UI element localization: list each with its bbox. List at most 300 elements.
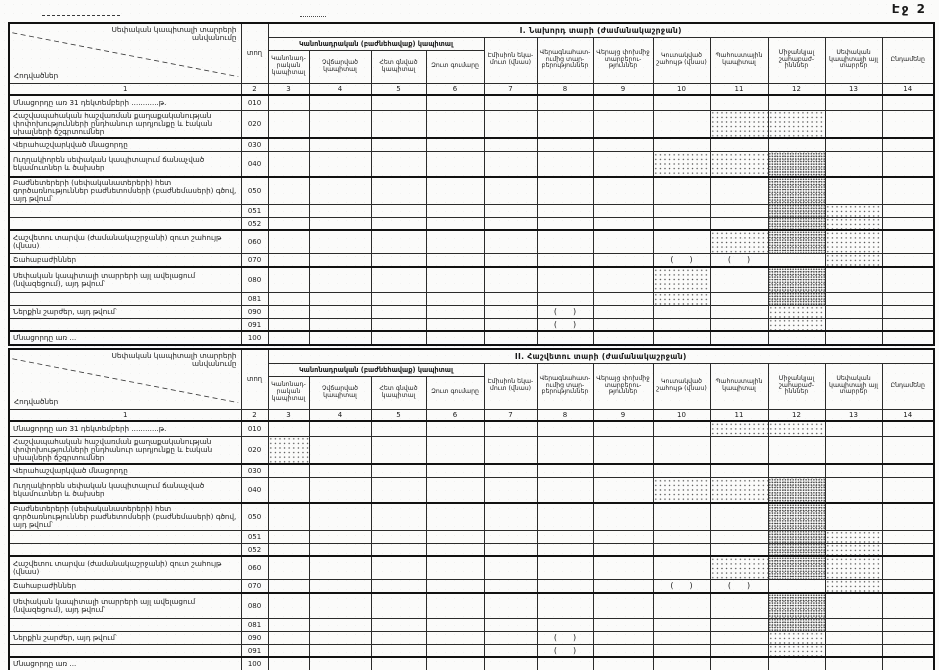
cell-081-c3 (268, 292, 309, 305)
cell-070-c14 (882, 579, 934, 593)
corner-elements-title: Սեփական կապիտալի տարրերի անվանումը (111, 25, 237, 43)
cell-020-c9 (593, 110, 653, 138)
column-number: 3 (268, 409, 309, 421)
cell-070-c8 (537, 253, 593, 267)
cell-010-c12 (768, 421, 825, 436)
row-010 (9, 421, 934, 436)
cell-030-c7 (484, 138, 537, 152)
parentheses-mark: ( ) (553, 306, 577, 316)
row-label-020: Հաշվապահական հաշվառման քաղաքականության փոփոխությունների ընդհանուր արդյունքը և էական սխալների ճշգրտումներ (9, 110, 241, 138)
cell-051-c9 (593, 530, 653, 543)
cell-080-c11 (710, 593, 768, 618)
cell-051-c4 (309, 204, 371, 217)
table-header (9, 349, 934, 421)
cell-010-c4 (309, 95, 371, 110)
cell-020-c10 (653, 110, 710, 138)
cell-060-c12 (768, 556, 825, 579)
row-label-010: Մնացորդը առ 31 դեկտեմբերի ............թ. (9, 95, 241, 110)
column-number: 13 (825, 83, 882, 95)
cell-090-c11 (710, 631, 768, 644)
page-number: Էջ 2 (891, 2, 927, 16)
row-090 (9, 631, 934, 644)
cell-100-c9 (593, 657, 653, 670)
cell-050-c11 (710, 503, 768, 531)
cell-051-c7 (484, 204, 537, 217)
cell-070-c4 (309, 579, 371, 593)
cell-100-c14 (882, 331, 934, 345)
cell-100-c11 (710, 331, 768, 345)
cell-081-c6 (426, 618, 484, 631)
cell-020-c3 (268, 110, 309, 138)
row-051 (9, 204, 934, 217)
row-label-091 (9, 644, 241, 657)
cell-050-c11 (710, 177, 768, 205)
cell-051-c11 (710, 530, 768, 543)
cell-060-c7 (484, 230, 537, 253)
cell-080-c13 (825, 267, 882, 292)
column-numbers-row (9, 83, 934, 95)
cell-052-c8 (537, 543, 593, 556)
cell-100-c3 (268, 331, 309, 345)
cell-091-c3 (268, 644, 309, 657)
column-header-12: Միջանկյալ շահաբաժինններ (768, 363, 825, 409)
cell-070-c4 (309, 253, 371, 267)
cell-080-c5 (371, 593, 426, 618)
cell-080-c6 (426, 593, 484, 618)
cell-052-c12 (768, 217, 825, 230)
column-header-14: Ընդամենը (882, 363, 934, 409)
cell-010-c12 (768, 95, 825, 110)
column-number: 9 (593, 83, 653, 95)
cell-060-c11 (710, 230, 768, 253)
cell-052-c5 (371, 217, 426, 230)
row-code-030: 030 (241, 464, 268, 478)
row-080 (9, 267, 934, 292)
cell-051-c6 (426, 204, 484, 217)
column-number: 1 (9, 409, 241, 421)
cell-050-c8 (537, 503, 593, 531)
cell-081-c10 (653, 292, 710, 305)
row-030 (9, 138, 934, 152)
row-code-040: 040 (241, 152, 268, 177)
cell-070-c13 (825, 579, 882, 593)
table-reporting-year (8, 348, 935, 670)
cell-080-c5 (371, 267, 426, 292)
cell-070-c9 (593, 579, 653, 593)
cell-051-c12 (768, 204, 825, 217)
cell-040-c13 (825, 478, 882, 503)
cell-091-c12 (768, 644, 825, 657)
row-040 (9, 478, 934, 503)
cell-070-c10 (653, 253, 710, 267)
column-number: 10 (653, 83, 710, 95)
cell-060-c4 (309, 556, 371, 579)
cell-040-c5 (371, 152, 426, 177)
row-080 (9, 593, 934, 618)
cell-050-c3 (268, 177, 309, 205)
cell-070-c13 (825, 253, 882, 267)
parentheses-mark: ( ) (727, 255, 751, 265)
cell-030-c6 (426, 138, 484, 152)
scan-artifact (300, 16, 326, 17)
cell-010-c11 (710, 95, 768, 110)
cell-030-c9 (593, 138, 653, 152)
column-number: 3 (268, 83, 309, 95)
cell-100-c5 (371, 331, 426, 345)
column-number: 12 (768, 83, 825, 95)
cell-052-c9 (593, 543, 653, 556)
cell-020-c9 (593, 436, 653, 464)
cell-010-c7 (484, 421, 537, 436)
cell-030-c13 (825, 464, 882, 478)
cell-050-c14 (882, 177, 934, 205)
cell-052-c6 (426, 543, 484, 556)
cell-060-c11 (710, 556, 768, 579)
cell-020-c14 (882, 436, 934, 464)
cell-100-c13 (825, 331, 882, 345)
cell-020-c11 (710, 436, 768, 464)
cell-080-c12 (768, 267, 825, 292)
cell-091-c9 (593, 644, 653, 657)
column-header-13: Սեփական կապիտալի այլ տարրեր (825, 363, 882, 409)
line-column-header: տող (241, 23, 268, 83)
table-header (9, 23, 934, 95)
column-number: 10 (653, 409, 710, 421)
row-code-080: 080 (241, 593, 268, 618)
corner-articles-label: Հոդվածներ (14, 396, 59, 406)
cell-081-c11 (710, 618, 768, 631)
row-label-081 (9, 618, 241, 631)
row-label-052 (9, 543, 241, 556)
cell-020-c4 (309, 110, 371, 138)
cell-060-c9 (593, 556, 653, 579)
column-number: 2 (241, 83, 268, 95)
cell-091-c12 (768, 318, 825, 331)
cell-081-c11 (710, 292, 768, 305)
cell-052-c4 (309, 543, 371, 556)
cell-020-c5 (371, 436, 426, 464)
cell-040-c13 (825, 152, 882, 177)
row-label-070: Շահաբաժիններ (9, 253, 241, 267)
column-number: 11 (710, 409, 768, 421)
cell-052-c11 (710, 217, 768, 230)
cell-060-c8 (537, 556, 593, 579)
cell-051-c4 (309, 530, 371, 543)
cell-020-c8 (537, 110, 593, 138)
cell-081-c6 (426, 292, 484, 305)
cell-040-c10 (653, 478, 710, 503)
cell-060-c13 (825, 556, 882, 579)
cell-050-c9 (593, 177, 653, 205)
row-code-081: 081 (241, 292, 268, 305)
cell-010-c6 (426, 421, 484, 436)
cell-030-c10 (653, 464, 710, 478)
row-label-040: Ուղղակիորեն սեփական կապիտալում ճանաչված եկամուտներ և ծախսեր (9, 152, 241, 177)
cell-020-c13 (825, 436, 882, 464)
table-body (9, 95, 934, 345)
cell-030-c12 (768, 464, 825, 478)
cell-080-c4 (309, 593, 371, 618)
cell-081-c13 (825, 292, 882, 305)
cell-090-c11 (710, 305, 768, 318)
cell-080-c8 (537, 267, 593, 292)
cell-070-c7 (484, 253, 537, 267)
row-code-050: 050 (241, 503, 268, 531)
column-header-9: Վերայց փոխմիջ տարբերություններ (593, 363, 653, 409)
cell-040-c14 (882, 152, 934, 177)
column-header-4: Չվճարված կապիտալ (309, 50, 371, 83)
section-title: I. Նախորդ տարի (ժամանակաշրջան) (268, 23, 934, 37)
column-header-8: Վերագնահատումից տարբերություններ (537, 37, 593, 83)
cell-081-c5 (371, 618, 426, 631)
cell-080-c14 (882, 267, 934, 292)
cell-090-c8 (537, 305, 593, 318)
row-code-052: 052 (241, 217, 268, 230)
column-number: 9 (593, 409, 653, 421)
cell-020-c7 (484, 436, 537, 464)
cell-091-c6 (426, 318, 484, 331)
column-number: 11 (710, 83, 768, 95)
cell-020-c13 (825, 110, 882, 138)
cell-060-c6 (426, 556, 484, 579)
cell-090-c3 (268, 305, 309, 318)
cell-030-c5 (371, 138, 426, 152)
row-code-010: 010 (241, 421, 268, 436)
cell-010-c11 (710, 421, 768, 436)
cell-050-c12 (768, 177, 825, 205)
row-code-020: 020 (241, 110, 268, 138)
cell-030-c12 (768, 138, 825, 152)
cell-010-c13 (825, 95, 882, 110)
corner-elements-title: Սեփական կապիտալի տարրերի անվանումը (111, 351, 237, 369)
cell-030-c4 (309, 464, 371, 478)
cell-091-c6 (426, 644, 484, 657)
cell-070-c6 (426, 253, 484, 267)
cell-052-c13 (825, 217, 882, 230)
cell-100-c7 (484, 331, 537, 345)
cell-070-c11 (710, 579, 768, 593)
cell-050-c10 (653, 177, 710, 205)
cell-100-c3 (268, 657, 309, 670)
row-label-052 (9, 217, 241, 230)
cell-080-c9 (593, 593, 653, 618)
cell-100-c12 (768, 657, 825, 670)
cell-010-c5 (371, 95, 426, 110)
cell-090-c12 (768, 631, 825, 644)
row-label-020: Հաշվապահական հաշվառման քաղաքականության փոփոխությունների ընդհանուր արդյունքը և էական սխալների ճշգրտումներ (9, 436, 241, 464)
column-header-8: Վերագնահատումից տարբերություններ (537, 363, 593, 409)
cell-100-c13 (825, 657, 882, 670)
cell-010-c6 (426, 95, 484, 110)
column-number: 4 (309, 409, 371, 421)
cell-081-c7 (484, 292, 537, 305)
cell-090-c8 (537, 631, 593, 644)
parentheses-mark: ( ) (553, 319, 577, 329)
column-header-11: Պահուստային կապիտալ (710, 37, 768, 83)
row-code-051: 051 (241, 530, 268, 543)
cell-052-c13 (825, 543, 882, 556)
cell-091-c11 (710, 318, 768, 331)
cell-010-c7 (484, 95, 537, 110)
cell-030-c8 (537, 464, 593, 478)
cell-060-c8 (537, 230, 593, 253)
cell-010-c8 (537, 421, 593, 436)
cell-060-c3 (268, 556, 309, 579)
cell-040-c11 (710, 478, 768, 503)
cell-051-c13 (825, 204, 882, 217)
cell-010-c3 (268, 421, 309, 436)
cell-010-c10 (653, 421, 710, 436)
cell-050-c12 (768, 503, 825, 531)
column-number: 8 (537, 83, 593, 95)
cell-010-c3 (268, 95, 309, 110)
parentheses-mark: ( ) (553, 645, 577, 655)
cell-051-c13 (825, 530, 882, 543)
cell-081-c9 (593, 618, 653, 631)
row-050 (9, 503, 934, 531)
column-number: 2 (241, 409, 268, 421)
line-column-header: տող (241, 349, 268, 409)
cell-100-c11 (710, 657, 768, 670)
cell-051-c8 (537, 204, 593, 217)
column-header-7: Էմիսիոն եկամուտ (վնաս) (484, 363, 537, 409)
cell-081-c9 (593, 292, 653, 305)
row-052 (9, 543, 934, 556)
cell-060-c12 (768, 230, 825, 253)
cell-081-c8 (537, 618, 593, 631)
cell-010-c9 (593, 95, 653, 110)
cell-090-c3 (268, 631, 309, 644)
parentheses-mark: ( ) (553, 632, 577, 642)
cell-050-c7 (484, 503, 537, 531)
column-number: 1 (9, 83, 241, 95)
column-header-10: Կուտակված շահույթ (վնաս) (653, 363, 710, 409)
cell-040-c7 (484, 152, 537, 177)
column-header-3: Կանոնադրական կապիտալ (268, 376, 309, 409)
row-code-081: 081 (241, 618, 268, 631)
column-number: 5 (371, 83, 426, 95)
cell-091-c7 (484, 644, 537, 657)
row-070 (9, 579, 934, 593)
cell-100-c9 (593, 331, 653, 345)
row-code-051: 051 (241, 204, 268, 217)
cell-052-c14 (882, 543, 934, 556)
row-label-060: Հաշվետու տարվա (ժամանակաշրջանի) զուտ շահույթ (վնաս) (9, 556, 241, 579)
cell-051-c14 (882, 204, 934, 217)
row-label-060: Հաշվետու տարվա (ժամանակաշրջանի) զուտ շահույթ (վնաս) (9, 230, 241, 253)
row-label-070: Շահաբաժիններ (9, 579, 241, 593)
row-code-090: 090 (241, 631, 268, 644)
cell-010-c5 (371, 421, 426, 436)
cell-070-c12 (768, 253, 825, 267)
row-081 (9, 618, 934, 631)
cell-020-c11 (710, 110, 768, 138)
cell-010-c14 (882, 95, 934, 110)
row-code-030: 030 (241, 138, 268, 152)
cell-090-c14 (882, 305, 934, 318)
cell-081-c12 (768, 618, 825, 631)
row-081 (9, 292, 934, 305)
section-title: II. Հաշվետու տարի (ժամանակաշրջան) (268, 349, 934, 363)
cell-050-c7 (484, 177, 537, 205)
row-code-040: 040 (241, 478, 268, 503)
cell-040-c6 (426, 152, 484, 177)
cell-070-c5 (371, 579, 426, 593)
cell-052-c3 (268, 543, 309, 556)
cell-091-c8 (537, 644, 593, 657)
cell-052-c10 (653, 217, 710, 230)
cell-081-c12 (768, 292, 825, 305)
cell-050-c13 (825, 177, 882, 205)
cell-052-c9 (593, 217, 653, 230)
row-label-100: Մնացորդը առ ... (9, 657, 241, 670)
cell-060-c4 (309, 230, 371, 253)
row-052 (9, 217, 934, 230)
cell-020-c3 (268, 436, 309, 464)
cell-091-c10 (653, 644, 710, 657)
cell-100-c6 (426, 657, 484, 670)
cell-090-c9 (593, 305, 653, 318)
column-header-12: Միջանկյալ շահաբաժինններ (768, 37, 825, 83)
row-code-020: 020 (241, 436, 268, 464)
cell-090-c7 (484, 305, 537, 318)
cell-040-c6 (426, 478, 484, 503)
row-100 (9, 657, 934, 670)
row-label-050: Բաժնետերերի (սեփականատերերի) հետ գործառնություններ բաժնետոմսերի (բաժնեմասերի) գծով, այդ թվում՝ (9, 503, 241, 531)
cell-051-c14 (882, 530, 934, 543)
cell-051-c10 (653, 204, 710, 217)
cell-040-c3 (268, 152, 309, 177)
row-code-070: 070 (241, 253, 268, 267)
cell-091-c10 (653, 318, 710, 331)
scan-artifact (42, 15, 120, 16)
cell-030-c7 (484, 464, 537, 478)
cell-081-c4 (309, 292, 371, 305)
cell-091-c3 (268, 318, 309, 331)
cell-020-c12 (768, 110, 825, 138)
cell-030-c4 (309, 138, 371, 152)
cell-091-c11 (710, 644, 768, 657)
row-label-080: Սեփական կապիտալի տարրերի այլ ավելացում (նվազեցում), այդ թվում՝ (9, 267, 241, 292)
cell-040-c11 (710, 152, 768, 177)
column-header-6: Զուտ գումարը (426, 50, 484, 83)
cell-081-c5 (371, 292, 426, 305)
cell-050-c14 (882, 503, 934, 531)
cell-070-c12 (768, 579, 825, 593)
cell-080-c12 (768, 593, 825, 618)
row-code-090: 090 (241, 305, 268, 318)
cell-020-c7 (484, 110, 537, 138)
cell-051-c10 (653, 530, 710, 543)
cell-040-c4 (309, 478, 371, 503)
cell-020-c10 (653, 436, 710, 464)
cell-090-c4 (309, 305, 371, 318)
row-code-070: 070 (241, 579, 268, 593)
cell-040-c12 (768, 478, 825, 503)
column-header-3: Կանոնադրական կապիտալ (268, 50, 309, 83)
cell-052-c7 (484, 543, 537, 556)
column-number: 6 (426, 409, 484, 421)
cell-010-c4 (309, 421, 371, 436)
cell-060-c5 (371, 556, 426, 579)
cell-081-c8 (537, 292, 593, 305)
cell-060-c7 (484, 556, 537, 579)
column-number: 14 (882, 83, 934, 95)
cell-080-c3 (268, 267, 309, 292)
row-code-091: 091 (241, 318, 268, 331)
cell-030-c6 (426, 464, 484, 478)
cell-080-c11 (710, 267, 768, 292)
